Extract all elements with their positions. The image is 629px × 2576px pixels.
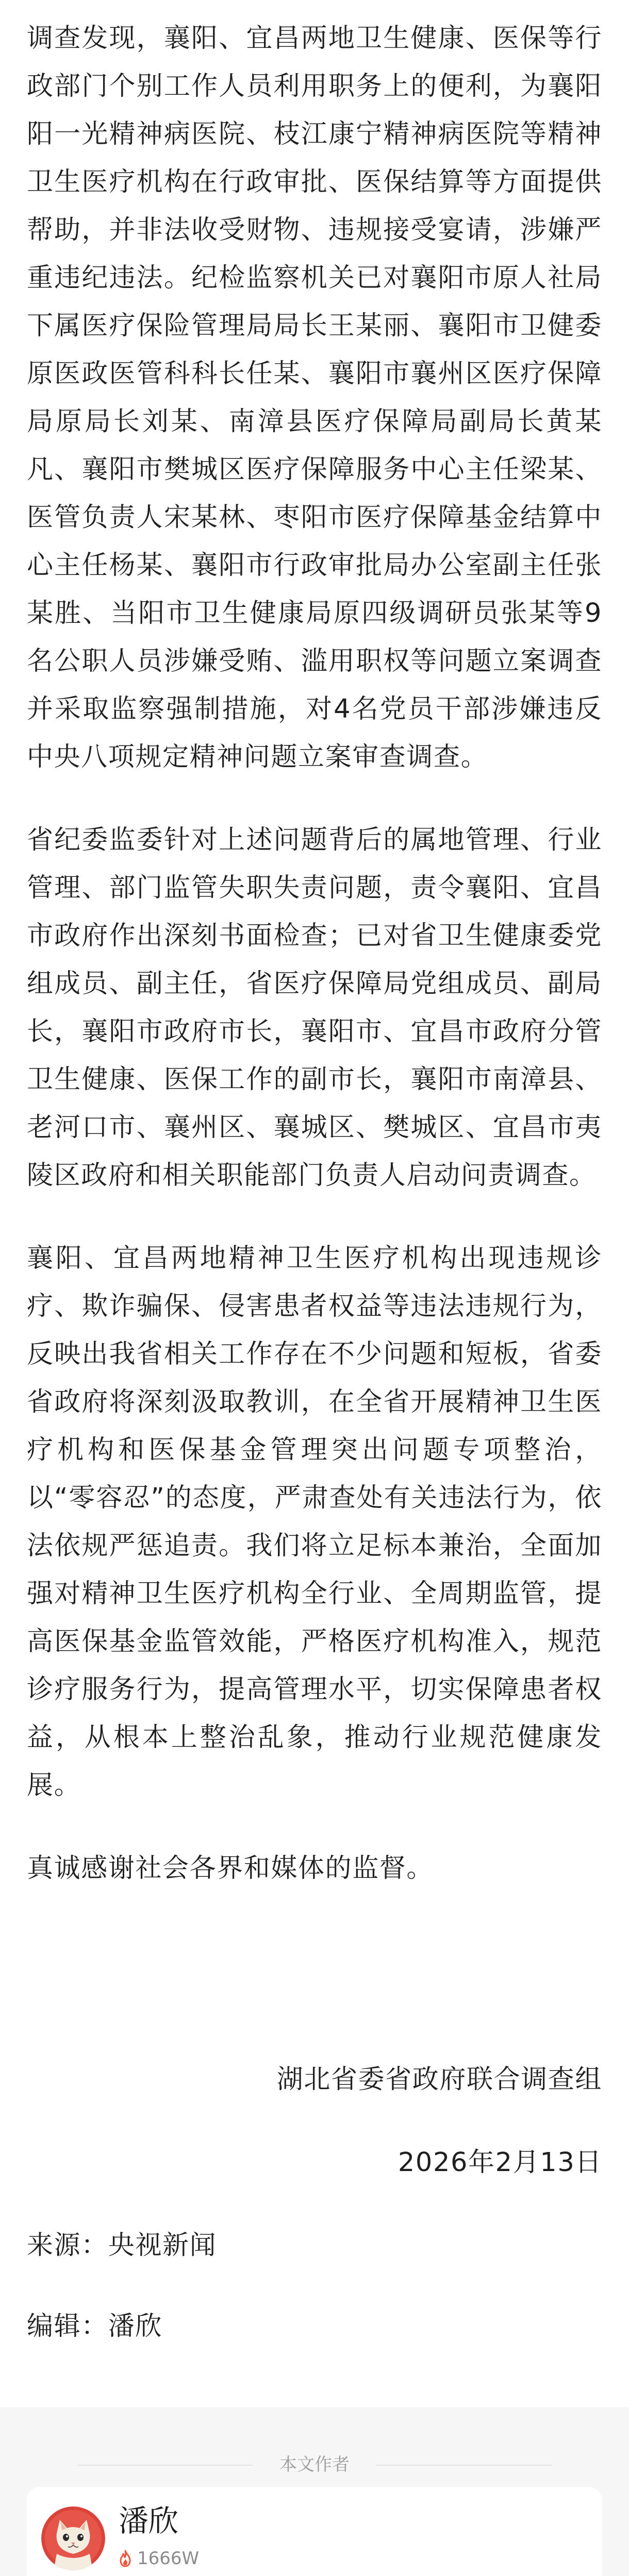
editor-line: 编辑：潘欣 xyxy=(27,2311,163,2342)
author-heat xyxy=(119,2548,199,2569)
article-paragraph-1: 调查发现，襄阳、宜昌两地卫生健康、医保等行政部门个别工作人员利用职务上的便利，为襄阳阳一光精神病医院、枝江康宁精神病医院等精神卫生医疗机构在行政审批、医保结算等方面提供帮助，并非法收受财物、违规接受宴请，涉嫌严重违纪违法。纪检监察机关已对襄阳市原人社局下属医疗保险管理局局长王某丽、襄阳市卫健委原医政医管科科长任某、襄阳市襄州区医疗保障局原局长刘某、南漳县医疗保障局副局长黄某凡、襄阳市樊城区医疗保障服务中心主任梁某、医管负责人宋某林、枣阳市医疗保障基金结算中心主任杨某、襄阳市行政审批局办公室副主任张某胜、当阳市卫生健康局原四级调研员张某等9名公职人员涉嫌受贿、滥用职权等问题立案调查并采取监察强制措施，对4名党员干部涉嫌违反中央八项规定精神问题立案审查调查。 xyxy=(27,23,602,772)
author-card[interactable] xyxy=(27,2487,602,2576)
author-section-header xyxy=(0,2454,629,2475)
flame-icon xyxy=(119,2550,132,2567)
author-section xyxy=(0,2407,629,2576)
heat-count: 1666W xyxy=(137,2548,200,2569)
author-section-title: 本文作者 xyxy=(279,2454,350,2475)
divider-right xyxy=(376,2465,552,2466)
article-body xyxy=(27,14,602,1927)
article-paragraph-3: 襄阳、宜昌两地精神卫生医疗机构出现违规诊疗、欺诈骗保、侵害患者权益等违法违规行为，反映出我省相关工作存在不少问题和短板，省委省政府将深刻汲取教训，在全省开展精神卫生医疗机构和医保基金管理突出问题专项整治，以“零容忍”的态度，严肃查处有关违法行为，依法依规严惩追责。我们将立足标本兼治，全面加强对精神卫生医疗机构全行业、全周期监管，提高医保基金监管效能，严格医疗机构准入，规范诊疗服务行为，提高管理水平，切实保障患者权益，从根本上整治乱象，推动行业规范健康发展。 xyxy=(27,1243,602,1801)
author-name[interactable]: 潘欣 xyxy=(119,2503,179,2538)
article-paragraph-4: 真诚感谢社会各界和媒体的监督。 xyxy=(27,1853,434,1884)
avatar-cat-icon xyxy=(41,2506,105,2570)
publish-date: 2026年2月13日 xyxy=(398,2147,602,2178)
source-line: 来源：央视新闻 xyxy=(27,2230,217,2261)
signature: 湖北省委省政府联合调查组 xyxy=(276,2064,602,2095)
article-paragraph-2: 省纪委监委针对上述问题背后的属地管理、行业管理、部门监管失职失责问题，责令襄阳、宜昌市政府作出深刻书面检查；已对省卫生健康委党组成员、副主任，省医疗保障局党组成员、副局长，襄阳市政府市长，襄阳市、宜昌市政府分管卫生健康、医保工作的副市长，襄阳市南漳县、老河口市、襄州区、襄城区、樊城区、宜昌市夷陵区政府和相关职能部门负责人启动问责调查。 xyxy=(27,825,602,1191)
avatar[interactable] xyxy=(41,2506,105,2570)
